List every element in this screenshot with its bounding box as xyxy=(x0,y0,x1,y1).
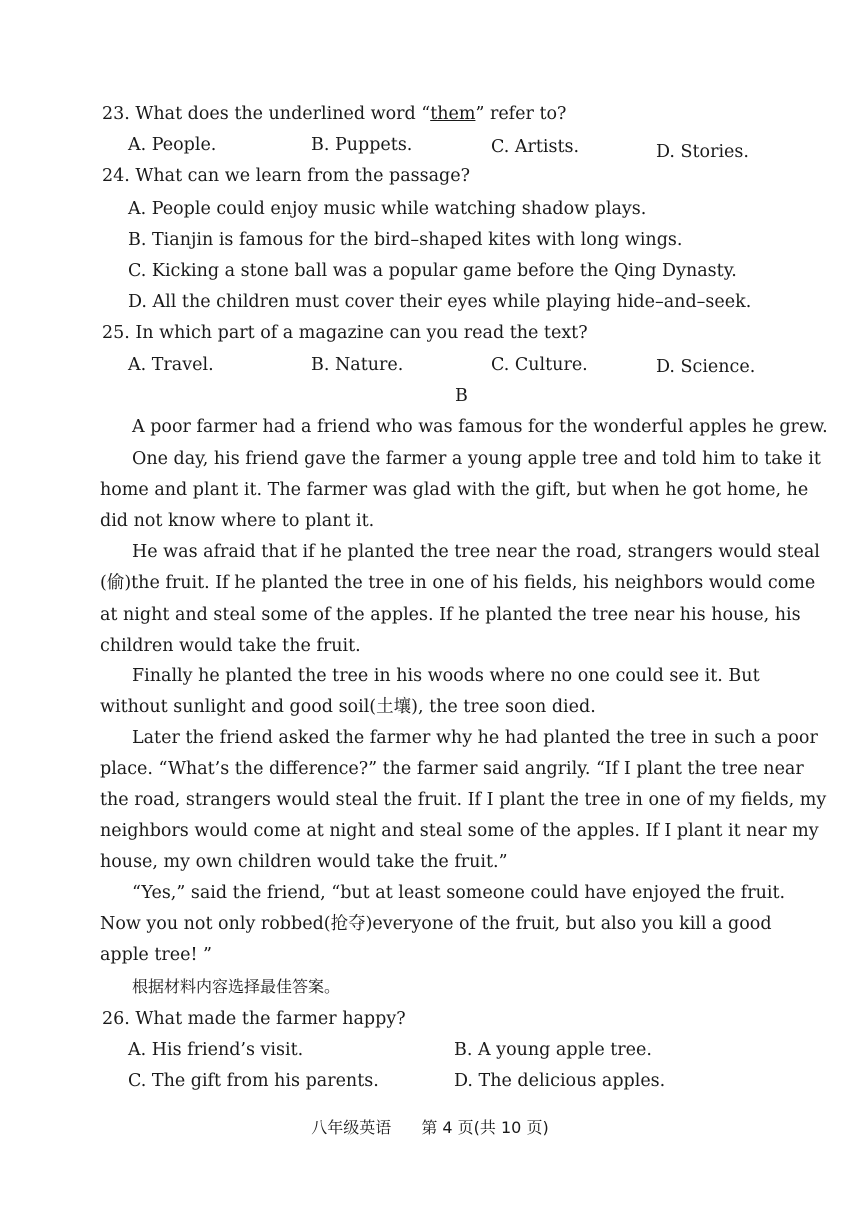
q24-option-c: C. Kicking a stone ball was a popular game before the Qing Dynasty. xyxy=(128,261,737,281)
question-23-stem: 23. What does the underlined word “them” refer to? xyxy=(102,104,567,124)
q26-option-a: A. His friend’s visit. xyxy=(128,1040,304,1060)
passage-line: (偷)the fruit. If he planted the tree in one of his fields, his neighbors would come xyxy=(100,573,816,593)
passage-line: at night and steal some of the apples. If he planted the tree near his house, his xyxy=(100,605,801,625)
passage-line: the road, strangers would steal the fruit. If I plant the tree in one of my fields, my xyxy=(100,790,827,810)
passage-line: children would take the fruit. xyxy=(100,636,361,656)
q24-option-d: D. All the children must cover their eyes while playing hide–and–seek. xyxy=(128,292,752,312)
q26-option-d: D. The delicious apples. xyxy=(454,1071,666,1091)
q25-option-c: C. Culture. xyxy=(491,355,588,375)
passage-line: One day, his friend gave the farmer a young apple tree and told him to take it xyxy=(132,449,821,469)
passage-line: neighbors would come at night and steal some of the apples. If I plant it near my xyxy=(100,821,819,841)
underlined-word-them: them xyxy=(430,104,476,124)
question-26-stem: 26. What made the farmer happy? xyxy=(102,1009,406,1029)
passage-line: home and plant it. The farmer was glad with the gift, but when he got home, he xyxy=(100,480,809,500)
footer-subject: 八年级英语 xyxy=(311,1118,392,1137)
q23-option-a: A. People. xyxy=(128,135,217,155)
passage-line: apple tree! ” xyxy=(100,945,213,965)
q25-option-b: B. Nature. xyxy=(311,355,404,375)
question-24-stem: 24. What can we learn from the passage? xyxy=(102,166,470,186)
q25-option-d: D. Science. xyxy=(656,357,756,377)
passage-line: place. “What’s the difference?” the farmer said angrily. “If I plant the tree near xyxy=(100,759,804,779)
q26-option-b: B. A young apple tree. xyxy=(454,1040,652,1060)
q24-option-b: B. Tianjin is famous for the bird–shaped kites with long wings. xyxy=(128,230,683,250)
passage-line: without sunlight and good soil(土壤), the tree soon died. xyxy=(100,697,596,717)
passage-line: house, my own children would take the fruit.” xyxy=(100,852,508,872)
q24-option-a: A. People could enjoy music while watching shadow plays. xyxy=(128,199,647,219)
passage-line: A poor farmer had a friend who was famous for the wonderful apples he grew. xyxy=(132,417,828,437)
q23-option-b: B. Puppets. xyxy=(311,135,413,155)
q23-option-d: D. Stories. xyxy=(656,142,749,162)
passage-line: He was afraid that if he planted the tree near the road, strangers would steal xyxy=(132,542,820,562)
passage-line: Later the friend asked the farmer why he had planted the tree in such a poor xyxy=(132,728,818,748)
page-footer xyxy=(0,1116,860,1140)
passage-line: did not know where to plant it. xyxy=(100,511,375,531)
question-25-stem: 25. In which part of a magazine can you read the text? xyxy=(102,323,588,343)
footer-page-number: 第 4 页(共 10 页) xyxy=(421,1118,549,1137)
q25-option-a: A. Travel. xyxy=(128,355,214,375)
section-b-heading: B xyxy=(455,386,468,406)
q23-option-c: C. Artists. xyxy=(491,137,580,157)
instruction-text: 根据材料内容选择最佳答案。 xyxy=(132,977,341,996)
passage-line: “Yes,” said the friend, “but at least someone could have enjoyed the fruit. xyxy=(132,883,786,903)
passage-line: Finally he planted the tree in his woods where no one could see it. But xyxy=(132,666,760,686)
passage-line: Now you not only robbed(抢夺)everyone of the fruit, but also you kill a good xyxy=(100,914,772,934)
q26-option-c: C. The gift from his parents. xyxy=(128,1071,379,1091)
